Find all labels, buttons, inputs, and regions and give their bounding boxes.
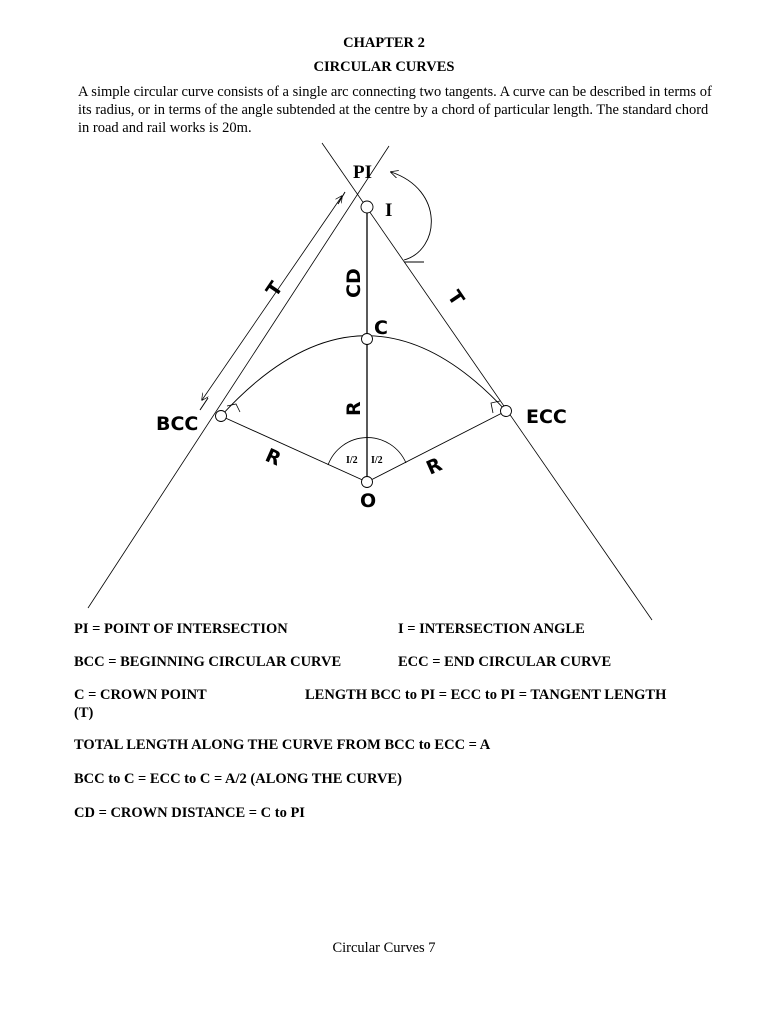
label-i: I bbox=[385, 200, 393, 221]
definition-half-length: BCC to C = ECC to C = A/2 (ALONG THE CURVE) bbox=[74, 771, 402, 787]
radius-line-left bbox=[221, 416, 367, 482]
center-point bbox=[362, 477, 373, 488]
pi-point bbox=[361, 201, 373, 213]
definition-i: I = INTERSECTION ANGLE bbox=[398, 621, 585, 637]
label-bcc: BCC bbox=[156, 413, 199, 435]
definition-pi: PI = POINT OF INTERSECTION bbox=[74, 621, 288, 637]
definition-length-continued: (T) bbox=[74, 705, 94, 721]
right-tangent-line bbox=[322, 143, 652, 620]
label-r-right: R bbox=[423, 453, 446, 480]
definition-total-length: TOTAL LENGTH ALONG THE CURVE FROM BCC to ECC = A bbox=[74, 737, 491, 753]
label-c: C bbox=[374, 317, 388, 339]
definition-bcc: BCC = BEGINNING CIRCULAR CURVE bbox=[74, 654, 342, 670]
left-tangent-line bbox=[88, 146, 389, 608]
label-r-vertical: R bbox=[343, 401, 365, 416]
label-ecc: ECC bbox=[526, 406, 567, 428]
ecc-point bbox=[501, 406, 512, 417]
page-title: CIRCULAR CURVES bbox=[313, 59, 455, 75]
bcc-point bbox=[216, 411, 227, 422]
definition-length: LENGTH BCC to PI = ECC to PI = TANGENT LENGTH bbox=[305, 687, 667, 703]
definition-cd: CD = CROWN DISTANCE = C to PI bbox=[74, 805, 305, 821]
page-footer: Circular Curves 7 bbox=[332, 940, 436, 956]
chapter-heading: CHAPTER 2 bbox=[343, 35, 425, 51]
label-t-right: T bbox=[442, 286, 469, 310]
dimension-tick-bottom bbox=[200, 398, 208, 410]
label-half-angle-right: I/2 bbox=[371, 455, 383, 466]
dimension-tick-top bbox=[338, 192, 345, 204]
label-pi: PI bbox=[353, 162, 372, 183]
label-r-left: R bbox=[261, 444, 285, 471]
label-cd: CD bbox=[343, 268, 365, 298]
intro-paragraph: A simple circular curve consists of a single arc connecting two tangents. A curve can be described in terms of its radius, or in terms of the angle subtended at the centre by a chord of particular length. The standard chord in road and rail works is 20m. bbox=[78, 84, 712, 136]
label-half-angle-left: I/2 bbox=[346, 455, 358, 466]
definition-c: C = CROWN POINT bbox=[74, 687, 207, 703]
intersection-angle-arc bbox=[391, 172, 431, 260]
label-o: O bbox=[360, 490, 377, 512]
definition-ecc: ECC = END CIRCULAR CURVE bbox=[398, 654, 612, 670]
crown-point bbox=[362, 334, 373, 345]
label-t-left: T bbox=[261, 277, 288, 301]
